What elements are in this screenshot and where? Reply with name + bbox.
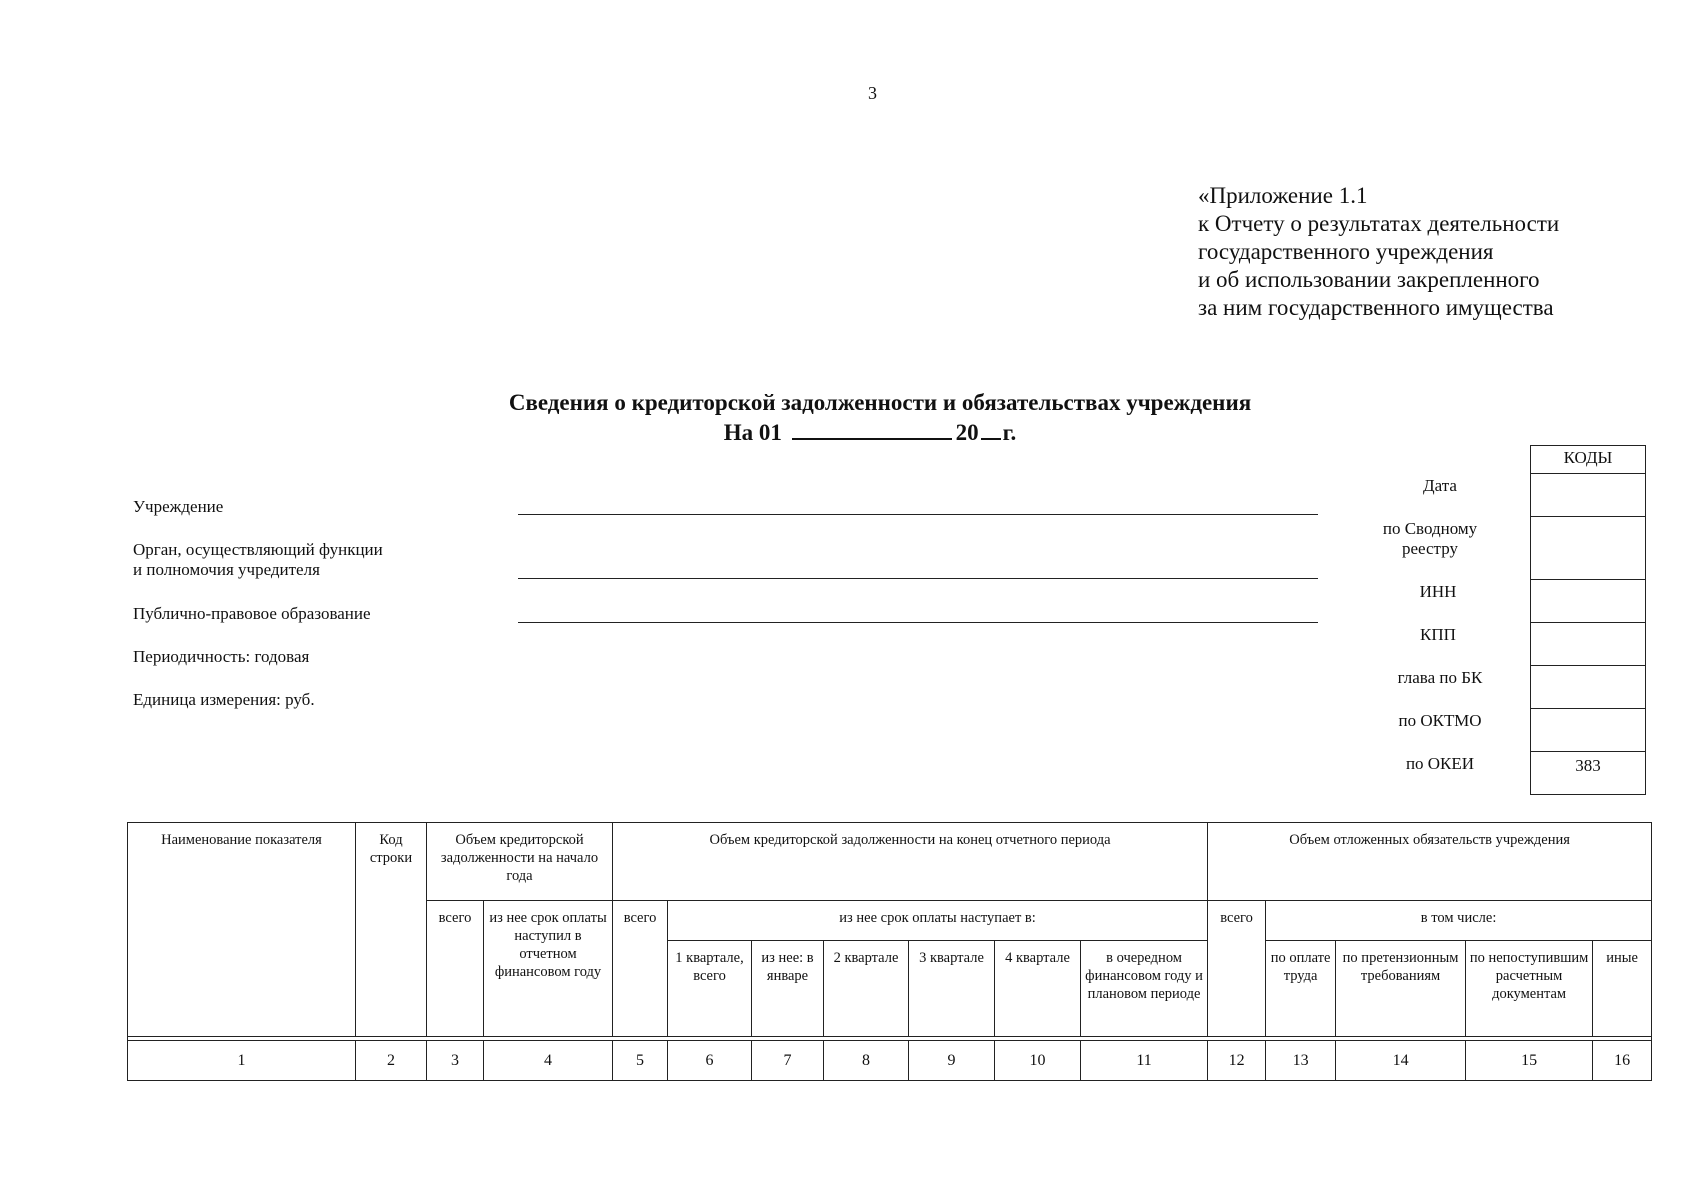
date-code-cell[interactable] — [1531, 473, 1645, 516]
kpp-code-cell[interactable] — [1531, 622, 1645, 665]
header-missing-docs: по непоступившим расчетным документам — [1466, 941, 1593, 1037]
appendix-line: государственного учреждения — [1198, 239, 1494, 264]
column-number: 15 — [1466, 1041, 1593, 1081]
column-number: 11 — [1081, 1041, 1208, 1081]
codes-header: КОДЫ — [1563, 448, 1613, 467]
oktmo-code-label: по ОКТМО — [1398, 711, 1482, 730]
header-start-of-year: Объем кредиторской задолженности на начало года — [427, 823, 613, 901]
institution-label: Учреждение — [133, 497, 224, 516]
public-entity-field[interactable] — [518, 622, 1318, 623]
header-q3: 3 квартале — [909, 941, 995, 1037]
header-q1-total: 1 квартале, всего — [668, 941, 752, 1037]
okei-code-cell[interactable]: 383 — [1531, 751, 1645, 794]
month-blank[interactable] — [792, 418, 952, 440]
codes-box — [1530, 445, 1646, 795]
periodicity-label: Периодичность: годовая — [133, 647, 310, 666]
year-prefix: 20 — [955, 420, 979, 445]
header-indicator-name: Наименование показателя — [128, 823, 356, 1037]
column-number: 9 — [909, 1041, 995, 1081]
registry-code-label — [1340, 519, 1520, 559]
column-number: 14 — [1336, 1041, 1466, 1081]
header-wages: по оплате труда — [1266, 941, 1336, 1037]
header-due-reported-year: из нее срок оплаты наступил в отчетном финансовом году — [484, 901, 613, 1037]
column-number: 8 — [824, 1041, 909, 1081]
appendix-line: за ним государственного имущества — [1198, 295, 1554, 320]
oktmo-code-cell[interactable] — [1531, 708, 1645, 751]
date-suffix: г. — [1002, 420, 1017, 445]
header-including: в том числе: — [1266, 901, 1652, 941]
column-numbers-row — [128, 1041, 1652, 1081]
header-total-deferred: всего — [1208, 901, 1266, 1037]
header-other: иные — [1593, 941, 1652, 1037]
column-number: 4 — [484, 1041, 613, 1081]
column-number: 16 — [1593, 1041, 1652, 1081]
header-next-period: в очередном финансовом году и плановом периоде — [1081, 941, 1208, 1037]
column-number: 13 — [1266, 1041, 1336, 1081]
inn-code-label: ИНН — [1419, 582, 1457, 601]
appendix-line: и об использовании закрепленного — [1198, 267, 1540, 292]
header-row-code: Код строки — [356, 823, 427, 1037]
appendix-line: к Отчету о результатах деятельности — [1198, 211, 1560, 236]
header-end-of-period: Объем кредиторской задолженности на конец отчетного периода — [613, 823, 1208, 901]
chapter-bk-code-cell[interactable] — [1531, 665, 1645, 708]
unit-label: Единица измерения: руб. — [133, 690, 315, 709]
inn-code-cell[interactable] — [1531, 579, 1645, 622]
liabilities-table — [127, 822, 1652, 1081]
institution-field[interactable] — [518, 514, 1318, 515]
column-number: 7 — [752, 1041, 824, 1081]
column-number: 1 — [128, 1041, 356, 1081]
registry-code-cell[interactable] — [1531, 516, 1645, 579]
header-q2: 2 квартале — [824, 941, 909, 1037]
form-title: Сведения о кредиторской задолженности и обязательствах учреждения — [508, 390, 1252, 415]
column-number: 2 — [356, 1041, 427, 1081]
okei-code-label: по ОКЕИ — [1405, 754, 1475, 773]
registry-code-label-line: по Сводному — [1382, 519, 1478, 538]
column-number: 10 — [995, 1041, 1081, 1081]
kpp-code-label: КПП — [1420, 625, 1456, 644]
page-number: 3 — [868, 83, 877, 103]
header-claims: по претензионным требованиям — [1336, 941, 1466, 1037]
chapter-bk-code-label: глава по БК — [1397, 668, 1483, 687]
form-date-line — [0, 418, 1695, 446]
column-number: 12 — [1208, 1041, 1266, 1081]
header-due-in: из нее срок оплаты наступает в: — [668, 901, 1208, 941]
founder-field[interactable] — [518, 578, 1318, 579]
public-entity-label: Публично-правовое образование — [133, 604, 371, 623]
header-total-start: всего — [427, 901, 484, 1037]
appendix-line: «Приложение 1.1 — [1198, 183, 1368, 208]
appendix-note — [1198, 182, 1559, 322]
column-number: 6 — [668, 1041, 752, 1081]
header-q4: 4 квартале — [995, 941, 1081, 1037]
founder-label — [133, 540, 383, 580]
header-deferred: Объем отложенных обязательств учреждения — [1208, 823, 1652, 901]
date-prefix: На 01 — [723, 420, 782, 445]
header-january: из нее: в январе — [752, 941, 824, 1037]
year-blank[interactable] — [981, 418, 1001, 440]
column-number: 3 — [427, 1041, 484, 1081]
date-code-label: Дата — [1423, 476, 1457, 495]
founder-label-line: и полномочия учредителя — [133, 560, 320, 579]
header-total-end: всего — [613, 901, 668, 1037]
registry-code-label-line: реестру — [1402, 539, 1458, 558]
column-number: 5 — [613, 1041, 668, 1081]
founder-label-line: Орган, осуществляющий функции — [133, 540, 383, 559]
